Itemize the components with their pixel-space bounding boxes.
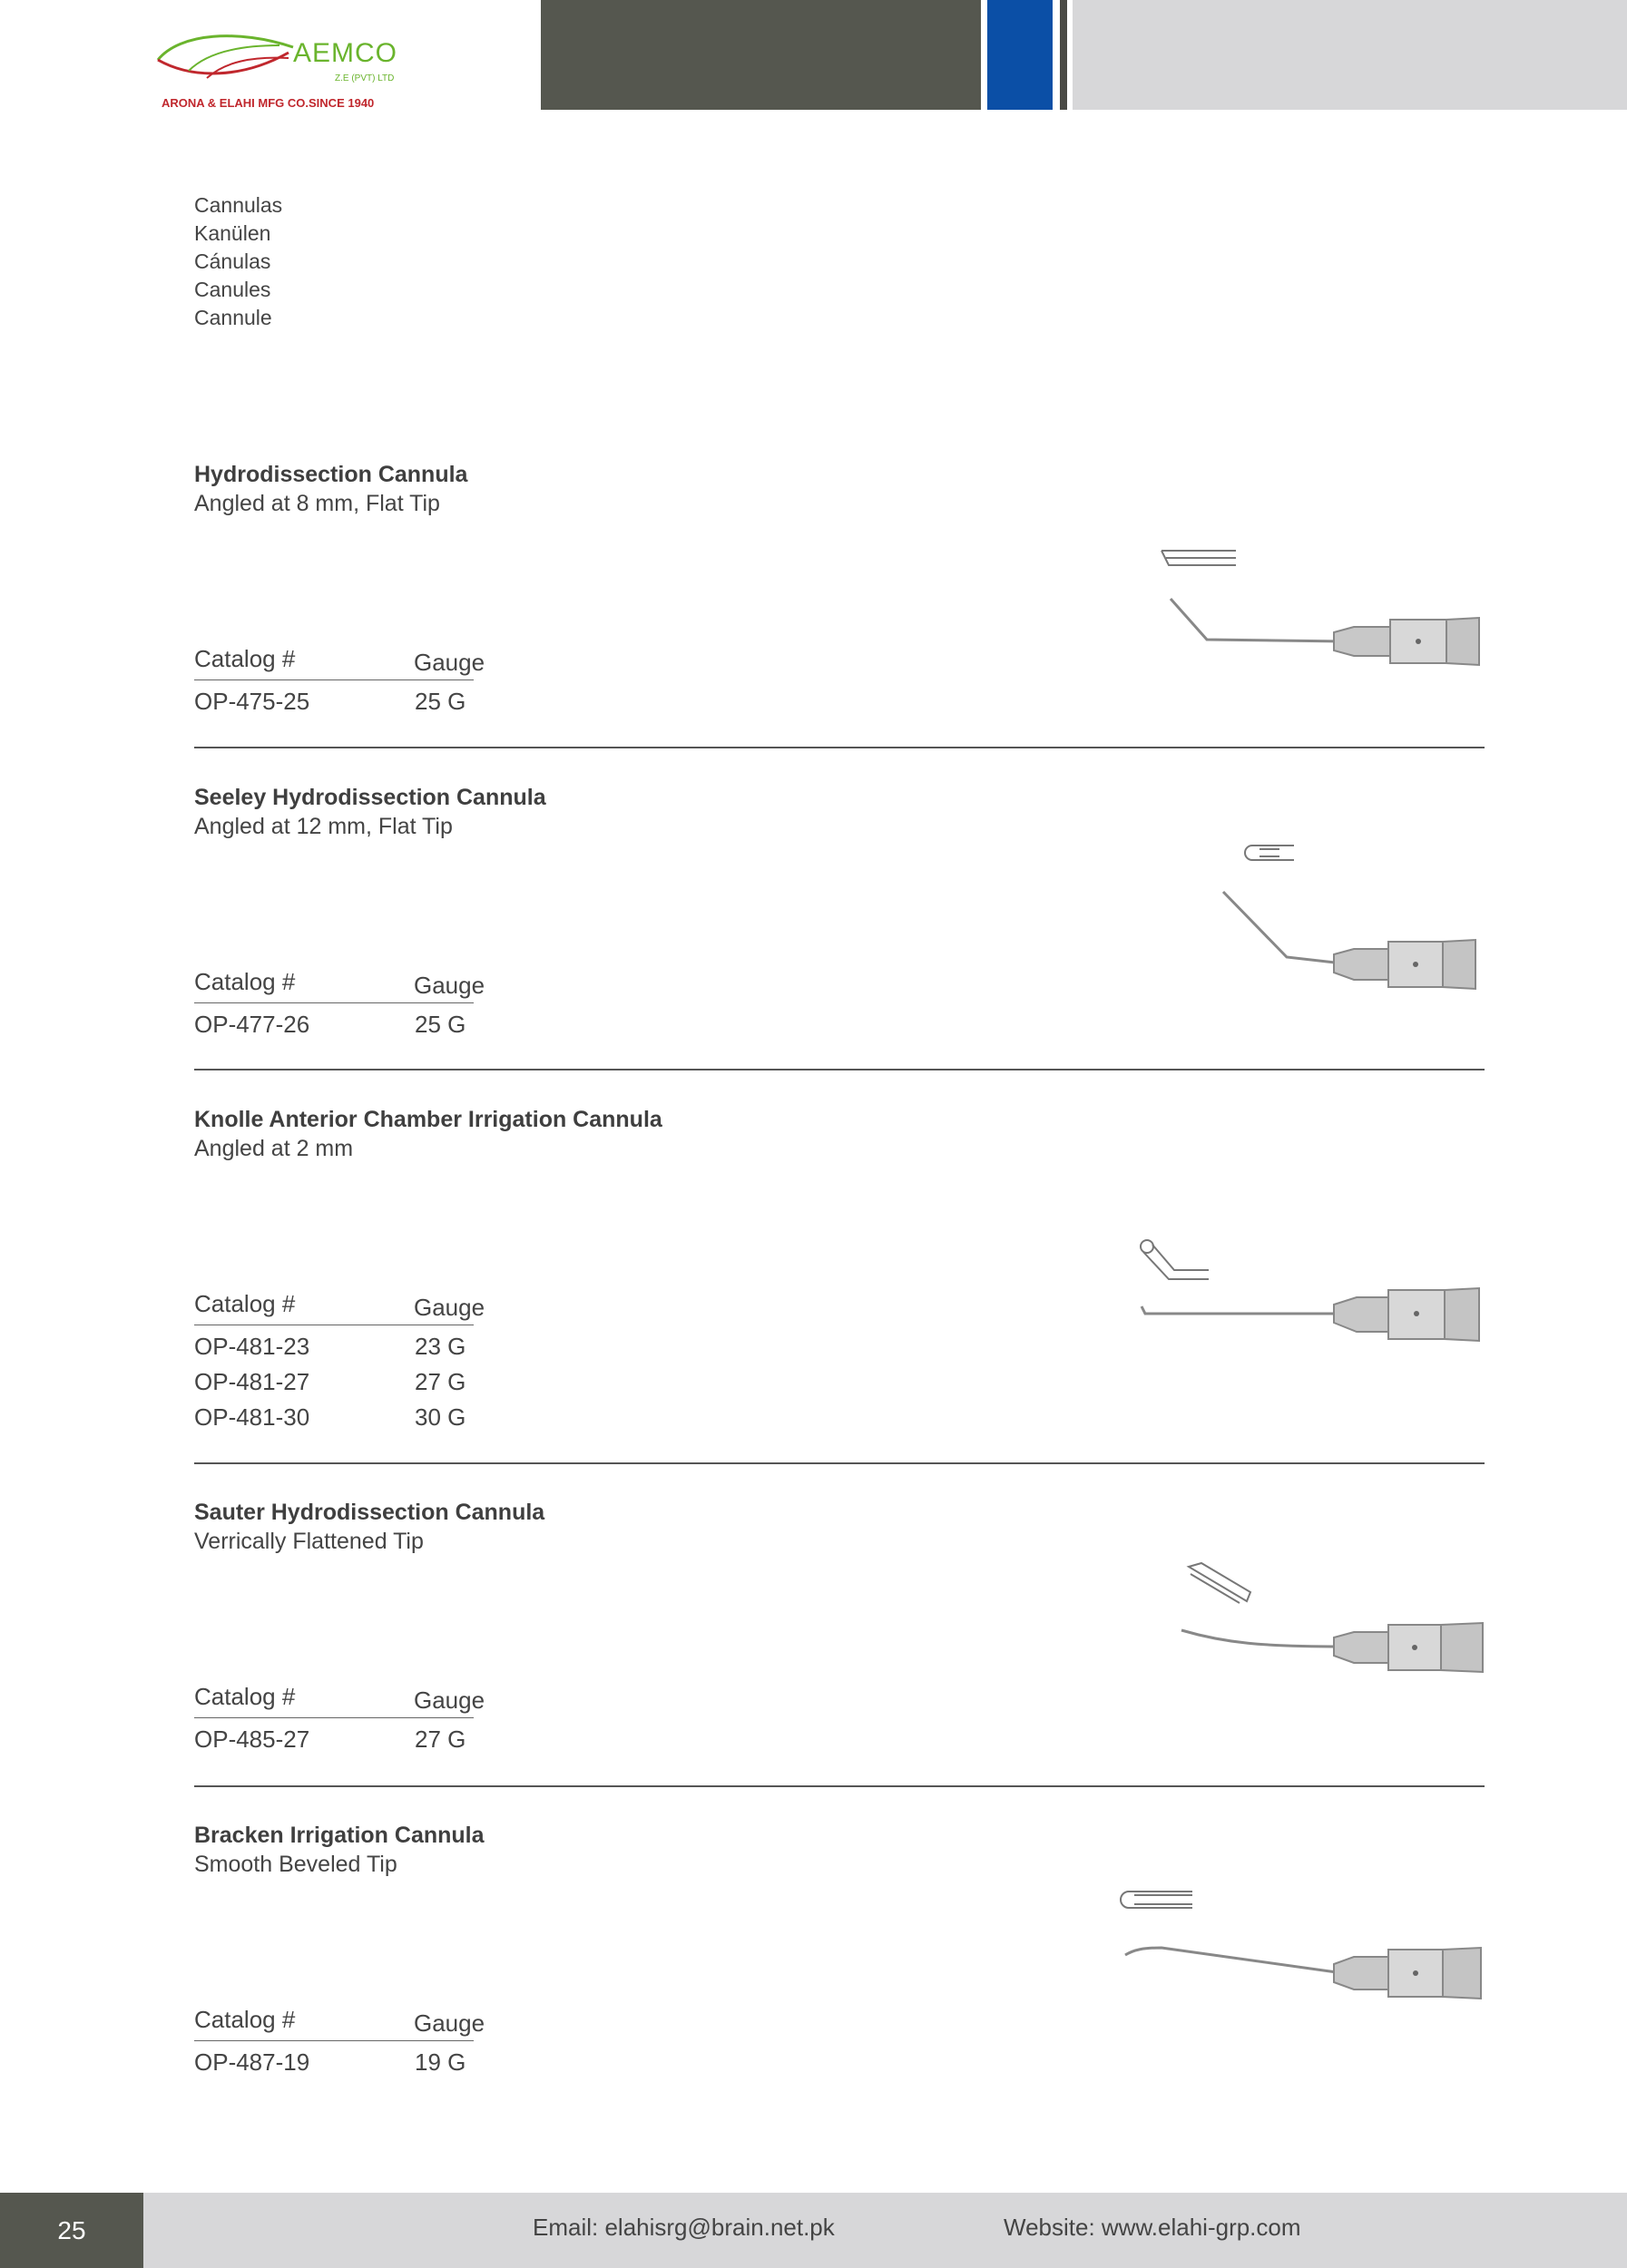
gauge-value: 23 G <box>415 1333 466 1360</box>
table-row <box>194 1325 474 1361</box>
product-section-sauter <box>194 1498 1485 1753</box>
product-title: Hydrodissection Cannula <box>194 462 468 487</box>
table-row <box>194 2041 474 2077</box>
gauge-header: Gauge <box>414 1294 485 1321</box>
gauge-value: 30 G <box>415 1403 466 1431</box>
table-row <box>194 1003 474 1039</box>
product-title: Knolle Anterior Chamber Irrigation Cannula <box>194 1107 662 1132</box>
company-logo <box>152 25 416 116</box>
gauge-value: 25 G <box>415 688 466 715</box>
footer-website: Website: www.elahi-grp.com <box>1004 2214 1301 2241</box>
header-bar-dark <box>541 0 981 110</box>
category-name-es: Cánulas <box>194 249 271 273</box>
section-divider <box>194 1462 1485 1464</box>
catalog-table <box>194 1290 485 1432</box>
catalog-number: OP-477-26 <box>194 1011 310 1038</box>
catalog-header: Catalog # <box>194 1290 296 1317</box>
product-section-knolle <box>194 1105 1485 1431</box>
product-section-bracken <box>194 1821 1485 2076</box>
cannula-illustration-3 <box>1134 1234 1488 1343</box>
catalog-table <box>194 645 485 716</box>
category-name-en: Cannulas <box>194 193 283 217</box>
product-title: Sauter Hydrodissection Cannula <box>194 1500 545 1525</box>
section-divider <box>194 747 1485 748</box>
catalog-table <box>194 2006 485 2077</box>
gauge-header: Gauge <box>414 649 485 676</box>
catalog-number: OP-487-19 <box>194 2048 310 2076</box>
catalog-table <box>194 968 485 1039</box>
catalog-number: OP-475-25 <box>194 688 310 715</box>
brand-name: AEMCO <box>293 38 398 68</box>
catalog-number: OP-481-27 <box>194 1368 310 1395</box>
cannula-illustration-5 <box>1116 1882 1488 2019</box>
table-row <box>194 680 474 716</box>
gauge-value: 27 G <box>415 1368 466 1395</box>
table-header <box>194 1683 485 1718</box>
table-header <box>194 1290 485 1325</box>
product-section-seeley <box>194 783 1485 1038</box>
catalog-number: OP-481-23 <box>194 1333 310 1360</box>
product-subtitle: Angled at 12 mm, Flat Tip <box>194 814 453 839</box>
gauge-value: 19 G <box>415 2048 466 2076</box>
gauge-header: Gauge <box>414 1686 485 1714</box>
product-subtitle: Smooth Beveled Tip <box>194 1852 397 1877</box>
catalog-number: OP-485-27 <box>194 1725 310 1753</box>
leaf-logo-icon <box>152 25 298 93</box>
product-title: Seeley Hydrodissection Cannula <box>194 785 546 810</box>
section-divider <box>194 1069 1485 1070</box>
catalog-number: OP-481-30 <box>194 1403 310 1431</box>
table-row <box>194 1718 474 1754</box>
catalog-table <box>194 1683 485 1754</box>
header-bar-light <box>1073 0 1627 110</box>
catalog-header: Catalog # <box>194 1683 296 1710</box>
gauge-value: 27 G <box>415 1725 466 1753</box>
table-header <box>194 645 485 680</box>
page-number: 25 <box>0 2193 143 2268</box>
header-bar-blue <box>987 0 1053 110</box>
product-subtitle: Verrically Flattened Tip <box>194 1529 424 1554</box>
table-header <box>194 2006 485 2041</box>
brand-subtitle: Z.E (PVT) LTD <box>335 73 395 83</box>
category-name-it: Cannule <box>194 306 272 329</box>
section-divider <box>194 1785 1485 1787</box>
table-header <box>194 968 485 1003</box>
cannula-illustration-4 <box>1171 1556 1488 1701</box>
cannula-illustration-1 <box>1152 540 1488 689</box>
category-name-de: Kanülen <box>194 221 271 245</box>
product-subtitle: Angled at 2 mm <box>194 1136 354 1161</box>
catalog-header: Catalog # <box>194 968 296 995</box>
catalog-header: Catalog # <box>194 2006 296 2033</box>
category-name-fr: Canules <box>194 278 271 301</box>
product-title: Bracken Irrigation Cannula <box>194 1823 485 1848</box>
gauge-value: 25 G <box>415 1011 466 1038</box>
category-names <box>194 191 282 332</box>
footer-email: Email: elahisrg@brain.net.pk <box>533 2214 835 2241</box>
table-row <box>194 1396 474 1432</box>
product-subtitle: Angled at 8 mm, Flat Tip <box>194 491 440 516</box>
table-row <box>194 1361 474 1396</box>
catalog-header: Catalog # <box>194 645 296 672</box>
product-section-hydrodissection <box>194 460 1485 715</box>
cannula-illustration-2 <box>1207 835 1488 998</box>
header-bar-divider <box>1060 0 1067 110</box>
brand-tagline: ARONA & ELAHI MFG CO.SINCE 1940 <box>162 96 375 110</box>
gauge-header: Gauge <box>414 2009 485 2037</box>
gauge-header: Gauge <box>414 972 485 999</box>
